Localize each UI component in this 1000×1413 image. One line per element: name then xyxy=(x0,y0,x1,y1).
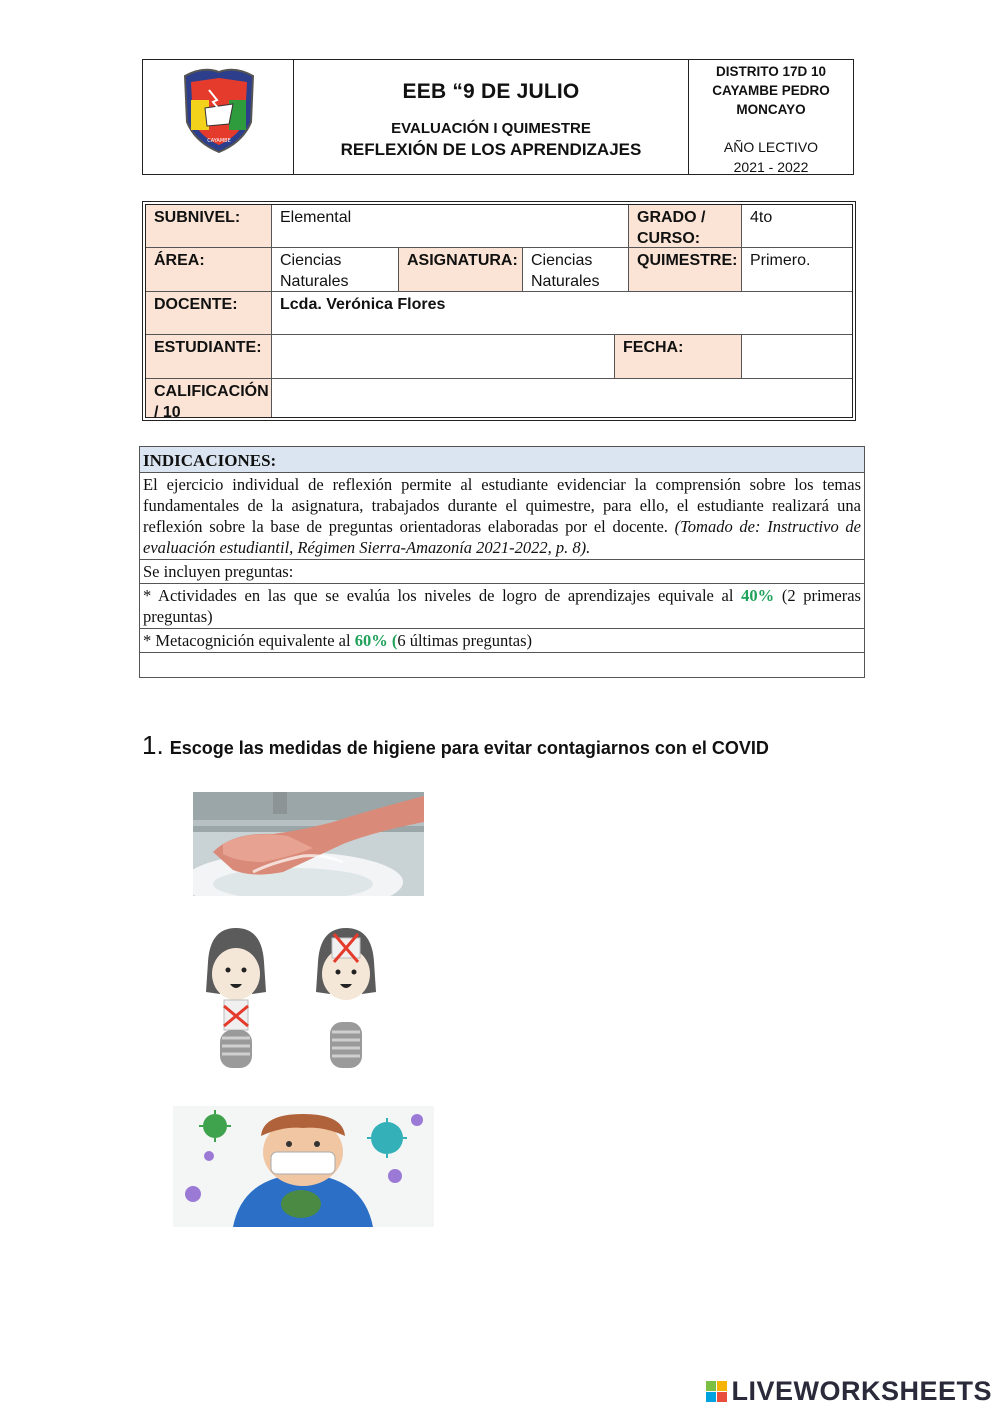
item-1-percent: 40% xyxy=(741,586,775,605)
indicaciones-title: INDICACIONES: xyxy=(140,447,864,473)
fecha-label: FECHA: xyxy=(615,335,742,379)
school-name: EEB “9 DE JULIO xyxy=(402,80,580,103)
estudiante-label: ESTUDIANTE: xyxy=(146,335,272,379)
item-2-percent: 60% ( xyxy=(354,631,398,650)
subnivel-label: SUBNIVEL: xyxy=(146,205,272,248)
grado-label: GRADO / CURSO: xyxy=(629,205,742,248)
calificacion-label: CALIFICACIÓN / 10 xyxy=(146,379,272,417)
year-label: AÑO LECTIVO xyxy=(723,139,819,155)
item-2-text: * Metacognición equivalente al xyxy=(143,631,351,650)
subnivel-value: Elemental xyxy=(272,205,629,248)
header-title-cell xyxy=(294,60,689,174)
asignatura-label: ASIGNATURA: xyxy=(399,248,523,292)
item-2-row xyxy=(140,629,864,653)
quimestre-value: Primero. xyxy=(742,248,852,292)
document-header xyxy=(142,59,854,175)
estudiante-field[interactable] xyxy=(272,335,615,379)
district-line: MONCAYO xyxy=(736,102,806,117)
brand-name: LIVEWORKSHEETS xyxy=(731,1376,992,1406)
calificacion-field[interactable] xyxy=(272,379,852,417)
girls-mask-illustration xyxy=(200,922,390,1072)
girl-right xyxy=(316,928,376,1068)
district-info xyxy=(689,62,853,119)
fecha-field[interactable] xyxy=(742,335,852,379)
handwashing-image[interactable] xyxy=(193,792,424,896)
district-line: CAYAMBE PEDRO xyxy=(712,83,830,98)
paragraph-text: El ejercicio individual de reflexión permite al estudiante evidenciar la comprensión sobre los temas fundamentales de la asignatura, trabajados durante el quimestre, para ello, el estudiante realizará una reflexión sobre la base de preguntas orientadoras elaboradas por el docente. xyxy=(143,475,861,536)
item-1-text: * Actividades en las que se evalúa los niveles de logro de aprendizajes equivale al xyxy=(143,586,734,605)
district-cell xyxy=(689,60,853,174)
logo-caption: CAYAMBE xyxy=(207,138,231,144)
grado-value: 4to xyxy=(742,205,852,248)
quimestre-label: QUIMESTRE: xyxy=(629,248,742,292)
indicaciones-box xyxy=(139,446,865,678)
year-value: 2021 - 2022 xyxy=(733,159,809,175)
girl-left xyxy=(206,928,266,1068)
logo-cell xyxy=(143,60,294,174)
citation-text: (Tomado de: Instructivo de evaluación estudiantil, Régimen Sierra-Amazonía 2021-2022, p. 8). xyxy=(143,517,862,557)
question-1 xyxy=(142,730,769,761)
item-2-tail: 6 últimas preguntas) xyxy=(397,631,533,650)
evaluation-subtitle: REFLEXIÓN DE LOS APRENDIZAJES xyxy=(340,140,642,159)
area-label: ÁREA: xyxy=(146,248,272,292)
empty-row xyxy=(140,653,864,677)
area-value: Ciencias Naturales xyxy=(272,248,399,292)
question-number: 1. xyxy=(142,730,164,760)
item-1-tail: (2 primeras preguntas) xyxy=(143,586,861,626)
liveworksheets-brand[interactable] xyxy=(706,1376,992,1407)
brand-icon xyxy=(706,1381,727,1402)
includes-row: Se incluyen preguntas: xyxy=(140,560,864,584)
asignatura-value: Ciencias Naturales xyxy=(523,248,629,292)
incorrect-mask-image[interactable] xyxy=(200,922,390,1072)
student-info-table xyxy=(142,201,856,421)
indicaciones-paragraph xyxy=(140,473,864,560)
docente-label: DOCENTE: xyxy=(146,292,272,335)
docente-value: Lcda. Verónica Flores xyxy=(272,292,852,335)
question-text: Escoge las medidas de higiene para evitar contagiarnos con el COVID xyxy=(169,738,769,758)
item-1-row xyxy=(140,584,864,629)
school-year xyxy=(689,137,853,177)
district-line: DISTRITO 17D 10 xyxy=(715,64,827,79)
evaluation-title: EVALUACIÓN I QUIMESTRE xyxy=(391,120,591,137)
school-shield-logo xyxy=(143,60,294,176)
handwashing-illustration xyxy=(193,792,424,896)
boy-mask-illustration xyxy=(173,1106,434,1227)
mask-viruses-image[interactable] xyxy=(173,1106,434,1227)
